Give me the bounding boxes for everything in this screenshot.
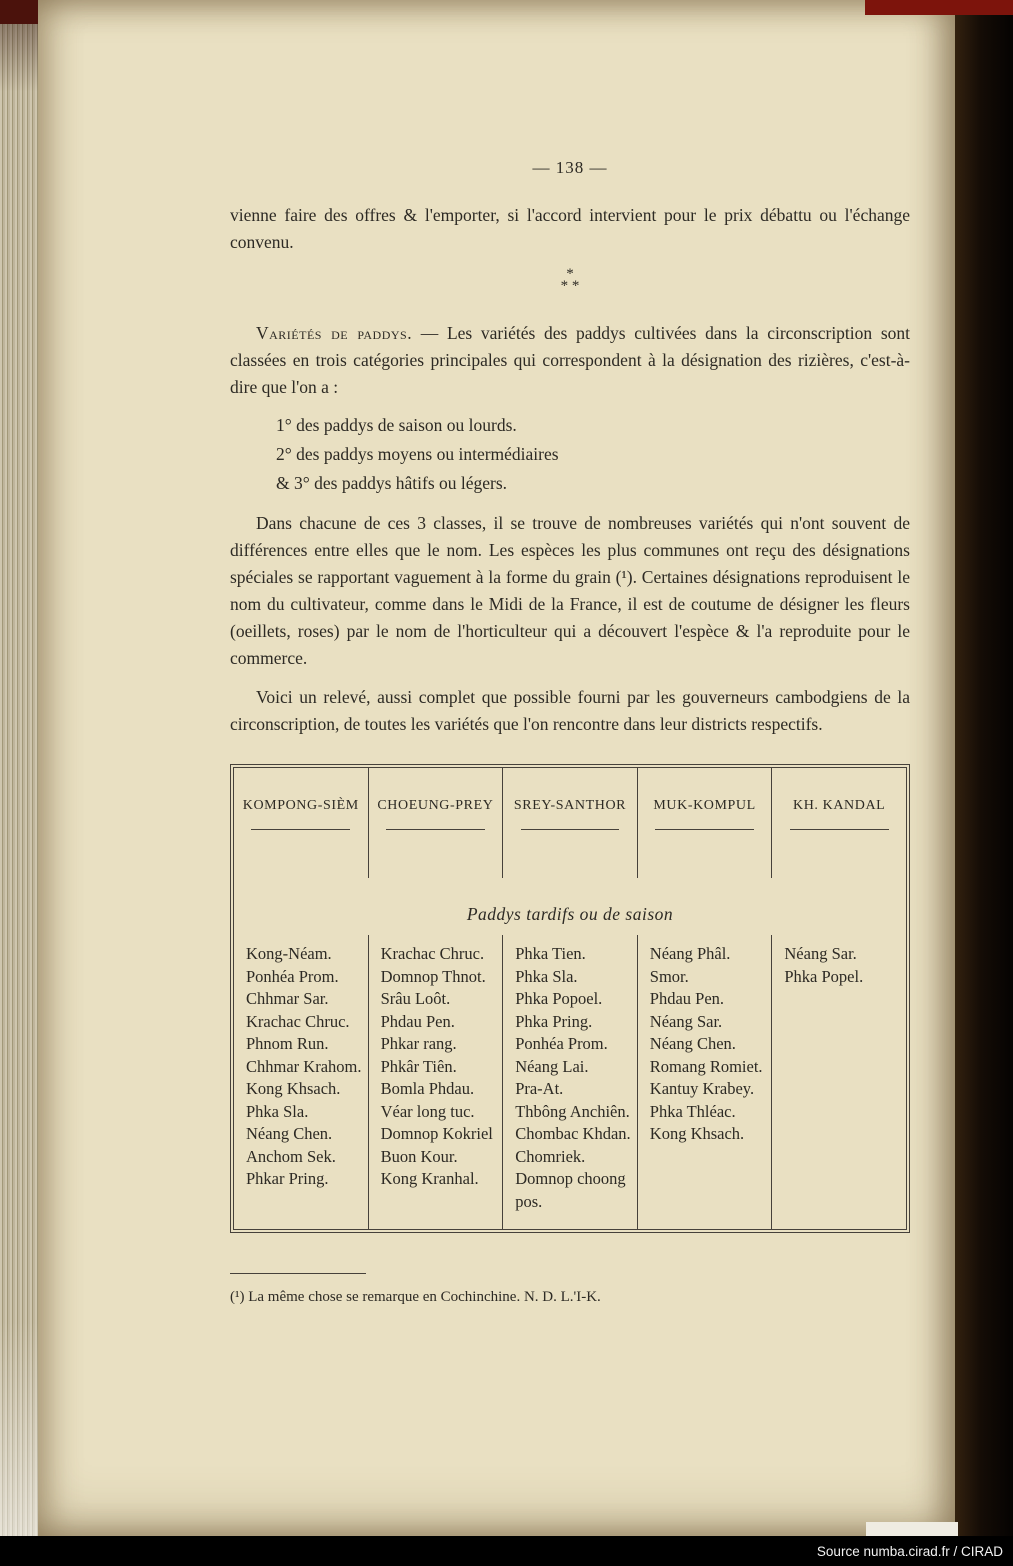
variety-name: Phka Popoel. <box>515 989 603 1008</box>
page-content <box>230 0 910 1323</box>
variety-name: Thbông Anchiên. <box>515 1101 630 1121</box>
column-header-label: KOMPONG-SIÈM <box>242 798 359 813</box>
table-column <box>772 935 906 1229</box>
variety-name: Bomla Phdau. <box>380 1079 475 1098</box>
variety-name: Phka Tien. <box>515 944 586 963</box>
source-attribution-bar <box>0 1536 1013 1566</box>
table-section-title: Paddys tardifs ou de saison <box>466 904 674 924</box>
variety-name: Krachac Chruc. <box>380 944 485 963</box>
variety-name: Phka Sla. <box>246 1101 309 1121</box>
variety-name: Ponhéa Prom. <box>515 1034 608 1053</box>
table-inner-border <box>233 767 907 1230</box>
variety-name: Phdau Pen. <box>649 989 725 1008</box>
category-list-item: 1° des paddys de saison ou lourds. <box>276 415 517 435</box>
paragraph-continuation: vienne faire des offres & l'emporter, si l'accord intervient pour le prix débattu ou l'échange convenu. <box>230 205 910 252</box>
variety-name: Phkar rang. <box>380 1034 457 1053</box>
header-underline <box>521 829 620 830</box>
variety-name: Domnop Kokriel <box>380 1124 493 1143</box>
table-column <box>638 935 773 1229</box>
variety-name: Anchom Sek. <box>246 1146 336 1166</box>
variety-name: Pra-At. <box>515 1079 564 1098</box>
column-header-label: SREY-SANTHOR <box>513 798 627 813</box>
variety-name: Chomriek. <box>515 1146 586 1166</box>
footnote: (¹) La même chose se remarque en Cochinchine. N. D. L.'I-K. <box>230 1289 601 1305</box>
variety-name: Phnom Run. <box>246 1034 329 1053</box>
header-underline <box>386 829 485 830</box>
variety-name: Néang Chen. <box>246 1124 333 1143</box>
variety-name: Néang Lai. <box>515 1056 589 1076</box>
table-column-header <box>772 768 906 878</box>
variety-name: Buon Kour. <box>380 1146 458 1166</box>
variety-name: Kong-Néam. <box>246 944 332 963</box>
book-cover-top-red <box>865 0 1013 15</box>
table-column-header <box>234 768 369 878</box>
column-header-label: MUK-KOMPUL <box>653 798 756 813</box>
variety-name: Néang Sar. <box>649 1011 723 1031</box>
header-underline <box>790 829 889 830</box>
variety-name: Srâu Loôt. <box>380 989 451 1008</box>
variety-name: Chhmar Sar. <box>246 989 329 1008</box>
section-paragraph <box>230 320 910 401</box>
header-underline <box>251 829 350 830</box>
variety-name: Chhmar Krahom. <box>246 1056 362 1076</box>
variety-name: Phdau Pen. <box>380 1011 455 1031</box>
variety-name: Kantuy Krabey. <box>649 1079 755 1098</box>
column-header-label: KH. KANDAL <box>793 798 886 813</box>
asterism-bottom: * * <box>560 278 580 294</box>
paddy-categories-list <box>276 411 910 498</box>
variety-name: Véar long tuc. <box>380 1101 475 1121</box>
table-column-header <box>638 768 773 878</box>
table-column-header <box>369 768 504 878</box>
table-body <box>234 935 906 1229</box>
table-column-header <box>503 768 638 878</box>
variety-name: Krachac Chruc. <box>246 1011 350 1031</box>
paragraph-releve: Voici un relevé, aussi complet que possible fourni par les gouverneurs cambodgiens de la circonscription, de toutes les variétés que l'on rencontre dans leur districts respectifs. <box>230 687 910 734</box>
variety-name: Romang Romiet. <box>649 1056 763 1076</box>
page-number: — 138 — <box>532 158 608 177</box>
variety-name: Phka Popel. <box>784 966 864 986</box>
variety-name: Phka Thléac. <box>649 1101 736 1121</box>
variety-name: Smor. <box>649 966 689 986</box>
section-intro: — Les variétés des paddys cultivées dans la circonscription sont classées en trois catégories principales qui correspondent à la désignation des rizières, c'est-à-dire que l'on a : <box>230 323 911 397</box>
column-header-label: CHOEUNG-PREY <box>377 798 494 813</box>
table-column <box>369 935 504 1229</box>
variety-name: Phkar Pring. <box>246 1169 329 1188</box>
variety-name: Chombac Khdan. <box>515 1124 631 1143</box>
table-header-row <box>234 768 906 878</box>
book-page <box>38 0 955 1536</box>
paragraph-varieties: Dans chacune de ces 3 classes, il se trouve de nombreuses variétés qui n'ont souvent de différences entre elles que le nom. Les espèces les plus communes ont reçu des désignations spéciales se rapportant vaguement à la forme du grain (¹). Certaines désignations reproduisent le nom du cultivateur, comme dans le Midi de la France, il est de coutume de désigner les fleurs (oeillets, roses) par le nom de l'horticulteur qui a découvert l'espèce & l'a reproduite pour le commerce. <box>230 513 910 668</box>
variety-name: Néang Chen. <box>649 1034 736 1053</box>
section-heading: Variétés de paddys. <box>256 323 413 343</box>
asterism-top: * <box>566 266 574 282</box>
variety-name: Kong Khsach. <box>649 1124 745 1143</box>
book-cover-edge <box>955 0 1013 1536</box>
table-column <box>503 935 638 1229</box>
paddy-varieties-table <box>230 764 910 1233</box>
variety-name: Néang Sar. <box>784 944 857 963</box>
category-list-item: 2° des paddys moyens ou intermédiaires <box>276 444 559 464</box>
variety-name: Ponhéa Prom. <box>246 966 339 986</box>
category-list-item: & 3° des paddys hâtifs ou légers. <box>276 473 508 493</box>
book-page-edges <box>0 0 38 1536</box>
variety-name: Néang Phâl. <box>649 944 731 963</box>
table-column <box>234 935 369 1229</box>
source-attribution: Source numba.cirad.fr / CIRAD <box>816 1543 1003 1559</box>
variety-name: Kong Kranhal. <box>380 1169 479 1188</box>
variety-name: Domnop Thnot. <box>380 966 486 986</box>
variety-name: Phkâr Tiên. <box>380 1056 457 1076</box>
footnote-separator <box>230 1273 366 1274</box>
variety-name: Phka Sla. <box>515 966 578 986</box>
asterism-ornament <box>230 268 910 292</box>
variety-name: Domnop choong pos. <box>515 1169 626 1211</box>
header-underline <box>655 829 754 830</box>
variety-name: Kong Khsach. <box>246 1079 341 1098</box>
variety-name: Phka Pring. <box>515 1011 593 1031</box>
